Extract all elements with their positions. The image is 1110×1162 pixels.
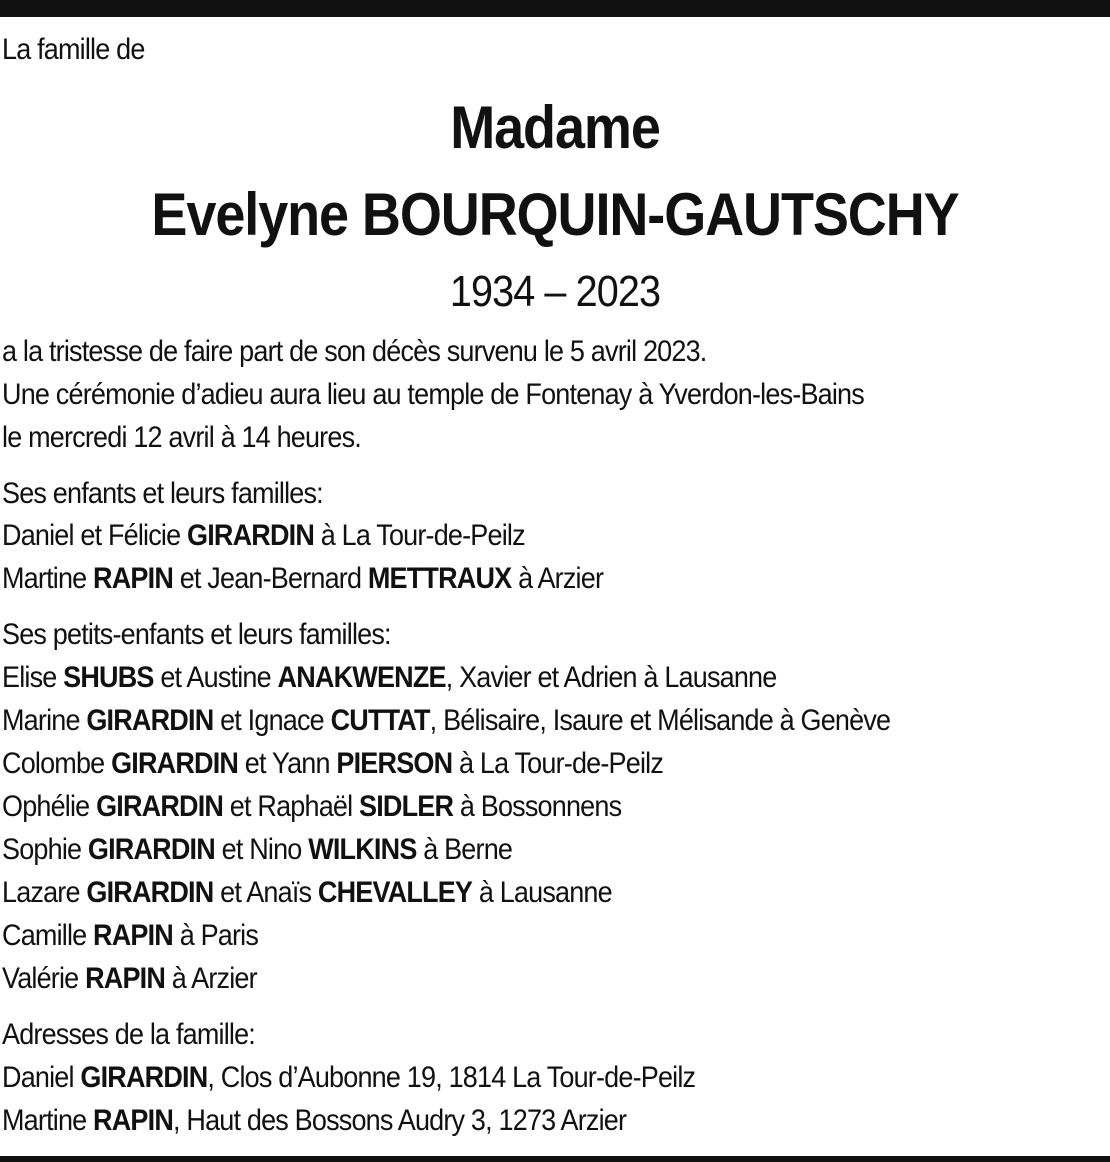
text-segment: à Bossonnens bbox=[453, 790, 622, 823]
grandchildren-heading: Ses petits-enfants et leurs familles: bbox=[2, 618, 391, 651]
addresses-heading: Adresses de la famille: bbox=[2, 1018, 255, 1051]
text-segment: Daniel et Félicie bbox=[2, 519, 188, 552]
surname: GIRARDIN bbox=[187, 519, 315, 552]
text-segment: et Raphaël bbox=[223, 790, 360, 823]
bottom-border-rule bbox=[0, 1156, 1110, 1162]
text-segment: Camille bbox=[2, 919, 94, 952]
text-segment: , Haut des Bossons Audry 3, 1273 Arzier bbox=[173, 1104, 627, 1137]
text-segment: Sophie bbox=[2, 833, 88, 866]
surname: SIDLER bbox=[359, 790, 454, 823]
surname: ANAKWENZE bbox=[277, 661, 446, 694]
surname: RAPIN bbox=[93, 1104, 174, 1137]
text-segment: et Yann bbox=[238, 747, 337, 780]
text-segment: à Berne bbox=[416, 833, 513, 866]
grandchild-family-line bbox=[2, 875, 612, 911]
surname: RAPIN bbox=[93, 562, 174, 595]
grandchild-family-line bbox=[2, 746, 663, 782]
surname: PIERSON bbox=[336, 747, 453, 780]
text-segment: à Paris bbox=[173, 919, 259, 952]
text-segment: et Anaïs bbox=[213, 876, 318, 909]
surname: GIRARDIN bbox=[111, 747, 239, 780]
text-segment: Valérie bbox=[2, 962, 86, 995]
text-segment: Marine bbox=[2, 704, 87, 737]
announcement-line: a la tristesse de faire part de son décès survenu le 5 avril 2023. bbox=[2, 335, 707, 368]
grandchild-family-line bbox=[2, 832, 512, 868]
surname: CHEVALLEY bbox=[317, 876, 473, 909]
text-segment: Ophélie bbox=[2, 790, 97, 823]
text-segment: Martine bbox=[2, 562, 94, 595]
text-segment: , Bélisaire, Isaure et Mélisande à Genève bbox=[429, 704, 891, 737]
deceased-name: Evelyne BOURQUIN-GAUTSCHY bbox=[151, 181, 959, 248]
address-line bbox=[2, 1060, 695, 1096]
surname: SHUBS bbox=[63, 661, 154, 694]
text-segment: à Arzier bbox=[511, 562, 604, 595]
surname: RAPIN bbox=[93, 919, 173, 952]
text-segment: et Jean-Bernard bbox=[173, 562, 368, 595]
surname: GIRARDIN bbox=[87, 833, 215, 866]
grandchild-family-line bbox=[2, 660, 776, 696]
title-honorific: Madame bbox=[450, 94, 660, 161]
child-family-line bbox=[2, 518, 525, 554]
text-segment: et Nino bbox=[214, 833, 309, 866]
text-segment: Elise bbox=[2, 661, 64, 694]
surname: GIRARDIN bbox=[86, 876, 214, 909]
surname: GIRARDIN bbox=[86, 704, 214, 737]
text-segment: à La Tour-de-Peilz bbox=[452, 747, 664, 780]
text-segment: à Arzier bbox=[165, 962, 257, 995]
address-line bbox=[2, 1103, 626, 1139]
surname: CUTTAT bbox=[330, 704, 430, 737]
text-segment: Colombe bbox=[2, 747, 112, 780]
text-segment: et Austine bbox=[153, 661, 278, 694]
text-segment: à La Tour-de-Peilz bbox=[314, 519, 525, 552]
life-years: 1934 – 2023 bbox=[449, 267, 661, 316]
grandchild-family-line bbox=[2, 961, 257, 997]
surname: WILKINS bbox=[308, 833, 417, 866]
grandchild-family-line bbox=[2, 789, 621, 825]
text-segment: Daniel bbox=[2, 1061, 81, 1094]
children-heading: Ses enfants et leurs familles: bbox=[2, 477, 323, 510]
surname: GIRARDIN bbox=[96, 790, 224, 823]
grandchild-family-line bbox=[2, 703, 890, 739]
intro-text: La famille de bbox=[2, 33, 145, 66]
announcement-line: le mercredi 12 avril à 14 heures. bbox=[2, 421, 361, 454]
surname: METTRAUX bbox=[367, 562, 512, 595]
text-segment: Lazare bbox=[2, 876, 87, 909]
child-family-line bbox=[2, 561, 603, 597]
top-border-rule bbox=[0, 0, 1110, 17]
surname: GIRARDIN bbox=[80, 1061, 208, 1094]
text-segment: , Xavier et Adrien à Lausanne bbox=[445, 661, 777, 694]
text-segment: , Clos d’Aubonne 19, 1814 La Tour-de-Peilz bbox=[207, 1061, 696, 1094]
grandchild-family-line bbox=[2, 918, 258, 954]
text-segment: et Ignace bbox=[213, 704, 331, 737]
announcement-line: Une cérémonie d’adieu aura lieu au temple de Fontenay à Yverdon-les-Bains bbox=[2, 378, 864, 411]
text-segment: Martine bbox=[2, 1104, 94, 1137]
text-segment: à Lausanne bbox=[472, 876, 612, 909]
surname: RAPIN bbox=[85, 962, 166, 995]
